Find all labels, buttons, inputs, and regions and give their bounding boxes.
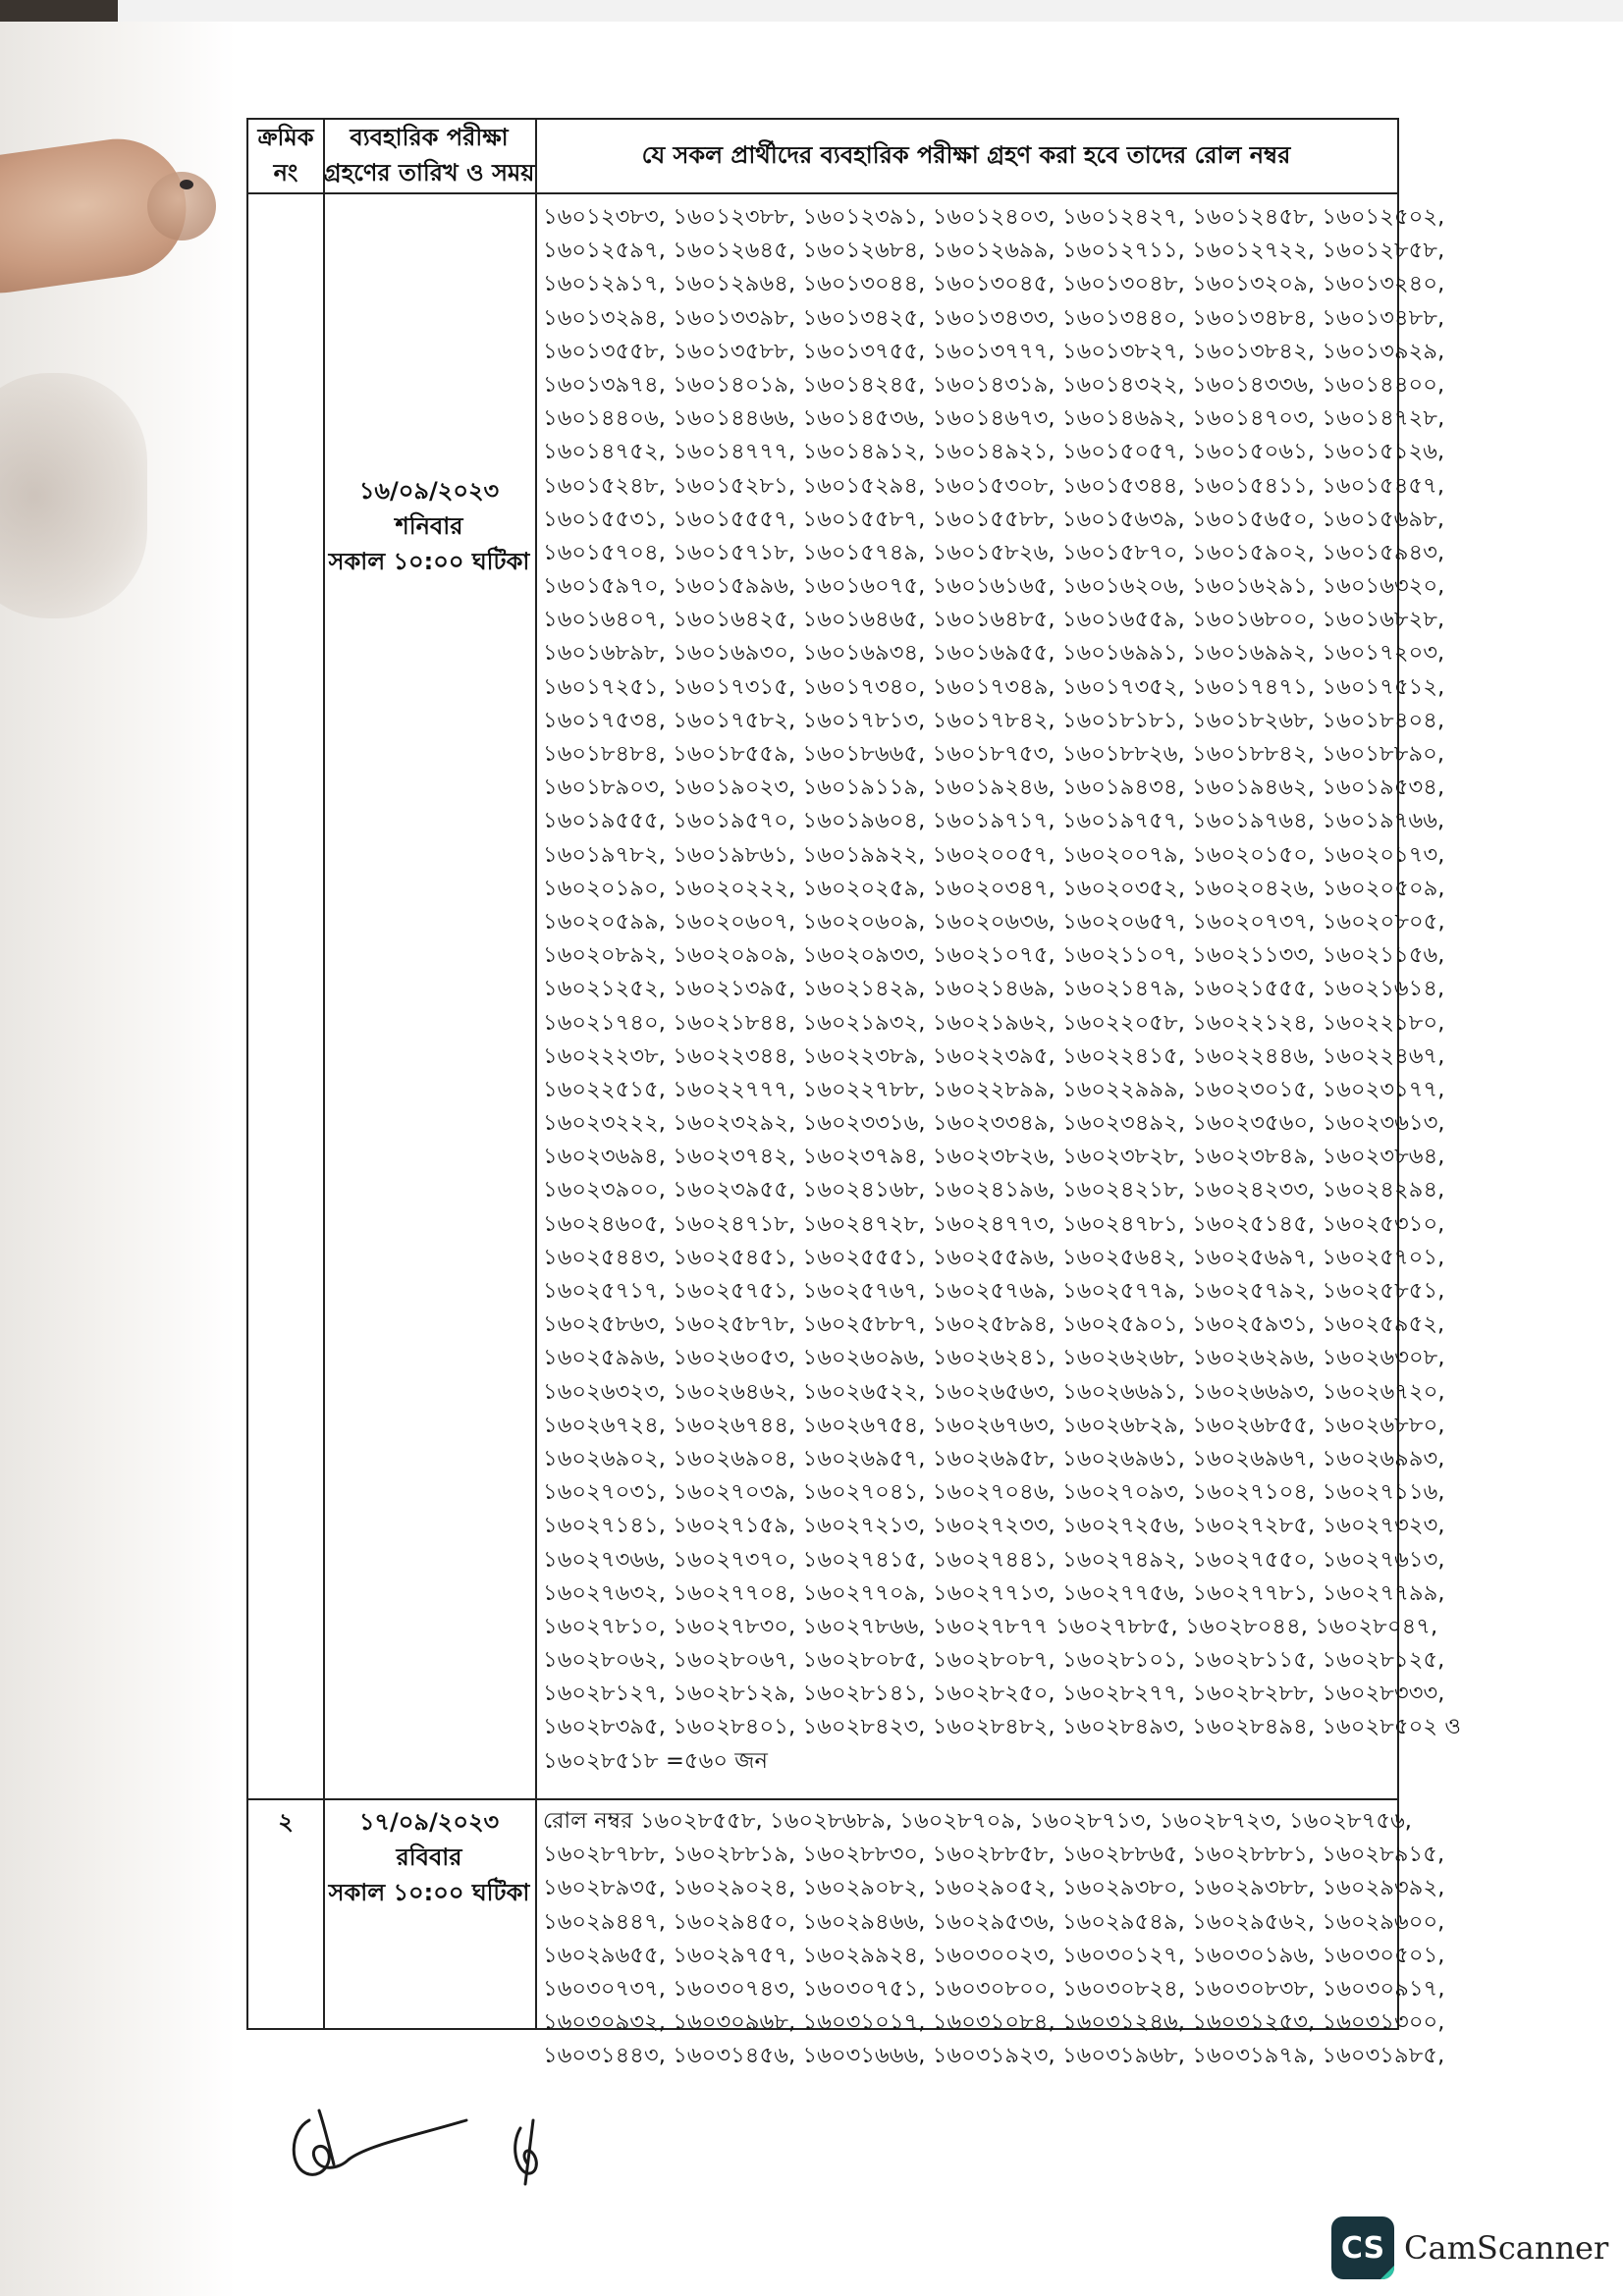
row2-roll-line: ১৬০২৯৪৪৭, ১৬০২৯৪৫০, ১৬০২৯৪৬৬, ১৬০২৯৫৩৬, ১৬০২৯৫৪৯, ১৬০২৯৫৬২, ১৬০২৯৬০০, [543, 1908, 1445, 1935]
camscanner-brand-name: CamScanner [1404, 2229, 1609, 2267]
row1-roll-line: ১৬০১৬৪০৭, ১৬০১৬৪২৫, ১৬০১৬৪৬৫, ১৬০১৬৪৮৫, ১৬০১৬৫৫৯, ১৬০১৬৮০০, ১৬০১৬৮২৮, [543, 607, 1445, 633]
row1-roll-line: ১৬০২৩৯০০, ১৬০২৩৯৫৫, ১৬০২৪১৬৮, ১৬০২৪১৯৬, ১৬০২৪২১৮, ১৬০২৪২৩৩, ১৬০২৪২৯৪, [543, 1177, 1445, 1203]
row1-roll-line: ১৬০২৭০৩১, ১৬০২৭০৩৯, ১৬০২৭০৪১, ১৬০২৭০৪৬, ১৬০২৭০৯৩, ১৬০২৭১০৪, ১৬০২৭১১৬, [543, 1479, 1445, 1506]
header-date-time-line2: গ্রহণের তারিখ ও সময় [323, 159, 535, 187]
row1-roll-line: ১৬০২১৭৪০, ১৬০২১৮৪৪, ১৬০২১৯৩২, ১৬০২১৯৬২, ১৬০২২০৫৮, ১৬০২২১২৪, ১৬০২২১৮০, [543, 1009, 1445, 1036]
row1-roll-line: ১৬০২৩৬৯৪, ১৬০২৩৭৪২, ১৬০২৩৭৯৪, ১৬০২৩৮২৬, ১৬০২৩৮২৮, ১৬০২৩৮৪৯, ১৬০২৩৮৬৪, [543, 1144, 1445, 1170]
header-divider [248, 192, 1397, 194]
row1-roll-line: ১৬০২১২৫২, ১৬০২১৩৯৫, ১৬০২১৪২৯, ১৬০২১৪৬৯, ১৬০২১৪৭৯, ১৬০২১৫৫৫, ১৬০২১৬১৪, [543, 976, 1445, 1002]
row1-roll-line: ১৬০২৫৮৬৩, ১৬০২৫৮৭৮, ১৬০২৫৮৮৭, ১৬০২৫৮৯৪, ১৬০২৫৯০১, ১৬০২৫৯৩১, ১৬০২৫৯৫২, [543, 1311, 1445, 1338]
column-divider-date [535, 120, 537, 2028]
row1-roll-line: ১৬০২৬৭২৪, ১৬০২৬৭৪৪, ১৬০২৬৭৫৪, ১৬০২৬৭৬৩, ১৬০২৬৮২৯, ১৬০২৬৮৫৫, ১৬০২৬৮৮০, [543, 1412, 1445, 1438]
row1-roll-line: ১৬০২৮০৬২, ১৬০২৮০৬৭, ১৬০২৮০৮৫, ১৬০২৮০৮৭, ১৬০২৮১০১, ১৬০২৮১১৫, ১৬০২৮১২৫, [543, 1647, 1445, 1674]
header-serial-line1: ক্রমিক [257, 124, 314, 151]
row1-time: সকাল ১০:০০ ঘটিকা [328, 548, 530, 575]
row1-day: শনিবার [395, 512, 463, 540]
row1-roll-line: ১৬০১৫৭০৪, ১৬০১৫৭১৮, ১৬০১৫৭৪৯, ১৬০১৫৮২৬, ১৬০১৫৮৭০, ১৬০১৫৯০২, ১৬০১৫৯৪৩, [543, 539, 1445, 565]
row1-roll-line: ১৬০১৭২৫১, ১৬০১৭৩১৫, ১৬০১৭৩৪০, ১৬০১৭৩৪৯, ১৬০১৭৩৫২, ১৬০১৭৪৭১, ১৬০১৭৫১২, [543, 673, 1445, 700]
row2-roll-line: ১৬০৩০৯৩২, ১৬০৩০৯৬৮, ১৬০৩১০১৭, ১৬০৩১০৮৪, ১৬০৩১২৪৬, ১৬০৩১২৫৩, ১৬০৩১৩০০, [543, 2009, 1445, 2036]
row1-roll-line: ১৬০২২২৩৮, ১৬০২২৩৪৪, ১৬০২২৩৮৯, ১৬০২২৩৯৫, ১৬০২২৪১৫, ১৬০২২৪৪৬, ১৬০২২৪৬৭, [543, 1042, 1445, 1069]
row2-roll-line: ১৬০২৮৭৮৮, ১৬০২৮৮১৯, ১৬০২৮৮৩০, ১৬০২৮৮৫৮, ১৬০২৮৮৬৫, ১৬০২৮৮৮১, ১৬০২৮৯১৫, [543, 1842, 1445, 1868]
row2-date: ১৭/০৯/২০২৩ [358, 1808, 500, 1836]
header-date-time-line1: ব্যবহারিক পরীক্ষা [350, 124, 509, 151]
header-serial [248, 120, 323, 190]
row1-roll-line: ১৬০২৬৩২৩, ১৬০২৬৪৬২, ১৬০২৬৫২২, ১৬০২৬৫৬৩, ১৬০২৬৬৯১, ১৬০২৬৬৯৩, ১৬০২৬৭২০, [543, 1378, 1445, 1405]
row1-roll-line: ১৬০২০১৯০, ১৬০২০২২২, ১৬০২০২৫৯, ১৬০২০৩৪৭, ১৬০২০৩৫২, ১৬০২০৪২৬, ১৬০২০৫০৯, [543, 875, 1445, 901]
row1-roll-line: ১৬০১২৩৮৩, ১৬০১২৩৮৮, ১৬০১২৩৯১, ১৬০১২৪০৩, ১৬০১২৪২৭, ১৬০১২৪৫৮, ১৬০১২৫০২, [543, 204, 1445, 230]
row1-roll-line: ১৬০২৭৬৩২, ১৬০২৭৭০৪, ১৬০২৭৭০৯, ১৬০২৭৭১৩, ১৬০২৭৭৫৬, ১৬০২৭৭৮১, ১৬০২৭৭৯৯, [543, 1579, 1445, 1606]
row1-roll-line: ১৬০১৫২৪৮, ১৬০১৫২৮১, ১৬০১৫২৯৪, ১৬০১৫৩০৮, ১৬০১৫৩৪৪, ১৬০১৫৪১১, ১৬০১৫৪৫৭, [543, 472, 1445, 499]
row2-roll-line: রোল নম্বর ১৬০২৮৫৫৮, ১৬০২৮৬৮৯, ১৬০২৮৭০৯, ১৬০২৮৭১৩, ১৬০২৮৭২৩, ১৬০২৮৭৫৬, [543, 1808, 1413, 1834]
row1-roll-line: ১৬০২০৮৯২, ১৬০২০৯০৯, ১৬০২০৯৩৩, ১৬০২১০৭৫, ১৬০২১১০৭, ১৬০২১১৩৩, ১৬০২১১৫৬, [543, 942, 1445, 969]
row1-roll-line: ১৬০২৮৫১৮ =৫৬০ জন [543, 1747, 769, 1774]
row1-roll-line: ১৬০২৩২২২, ১৬০২৩২৯২, ১৬০২৩৩১৬, ১৬০২৩৩৪৯, ১৬০২৩৪৯২, ১৬০২৩৫৬০, ১৬০২৩৬১৩, [543, 1110, 1445, 1137]
thumb-shadow [0, 373, 147, 618]
row2-time: সকাল ১০:০০ ঘটিকা [328, 1879, 530, 1906]
page-corner-shadow [0, 0, 118, 22]
handwritten-signature [280, 2091, 574, 2199]
row1-date: ১৬/০৯/২০২৩ [358, 477, 500, 505]
camscanner-logo-text: CS [1340, 2230, 1385, 2266]
header-date-time [323, 120, 535, 190]
row2-serial: ২ [278, 1808, 294, 1836]
row1-roll-line: ১৬০১৮৪৮৪, ১৬০১৮৫৫৯, ১৬০১৮৬৬৫, ১৬০১৮৭৫৩, ১৬০১৮৮২৬, ১৬০১৮৮৪২, ১৬০১৮৮৯০, [543, 741, 1445, 767]
row1-roll-line: ১৬০১৮৯০৩, ১৬০১৯০২৩, ১৬০১৯১১৯, ১৬০১৯২৪৬, ১৬০১৯৪৩৪, ১৬০১৯৪৬২, ১৬০১৯৫৩৪, [543, 774, 1445, 801]
row-divider [248, 1798, 1397, 1800]
row1-roll-line: ১৬০১৪৪০৬, ১৬০১৪৪৬৬, ১৬০১৪৫৩৬, ১৬০১৪৬৭৩, ১৬০১৪৬৯২, ১৬০১৪৭০৩, ১৬০১৪৭২৮, [543, 405, 1445, 432]
row1-roll-line: ১৬০২৫৯৯৬, ১৬০২৬০৫৩, ১৬০২৬০৯৬, ১৬০২৬২৪১, ১৬০২৬২৬৮, ১৬০২৬২৯৬, ১৬০২৬৩০৮, [543, 1345, 1445, 1371]
row2-date-time-cell [323, 1804, 535, 1910]
row1-roll-line: ১৬০২৭১৪১, ১৬০২৭১৫৯, ১৬০২৭২১৩, ১৬০২৭২৩৩, ১৬০২৭২৫৬, ১৬০২৭২৮৫, ১৬০২৭৩২৩, [543, 1513, 1445, 1539]
row1-roll-line: ১৬০১৫৫৩১, ১৬০১৫৫৫৭, ১৬০১৫৫৮৭, ১৬০১৫৫৮৮, ১৬০১৫৬৩৯, ১৬০১৫৬৫০, ১৬০১৫৬৯৮, [543, 506, 1445, 532]
row2-roll-line: ১৬০৩১৪৪৩, ১৬০৩১৪৫৬, ১৬০৩১৬৬৬, ১৬০৩১৯২৩, ১৬০৩১৯৬৮, ১৬০৩১৯৭৯, ১৬০৩১৯৮৫, [543, 2043, 1445, 2069]
column-divider-serial [323, 120, 325, 2028]
row1-roll-line: ১৬০২৮৩৯৫, ১৬০২৮৪০১, ১৬০২৮৪২৩, ১৬০২৮৪৮২, ১৬০২৮৪৯৩, ১৬০২৮৪৯৪, ১৬০২৮৫০২ ও [543, 1714, 1461, 1740]
row1-roll-line: ১৬০২০৫৯৯, ১৬০২০৬০৭, ১৬০২০৬০৯, ১৬০২০৬৩৬, ১৬০২০৬৫৭, ১৬০২০৭৩৭, ১৬০২০৮০৫, [543, 908, 1445, 934]
row1-roll-line: ১৬০২৬৯০২, ১৬০২৬৯০৪, ১৬০২৬৯৫৭, ১৬০২৬৯৫৮, ১৬০২৬৯৬১, ১৬০২৬৯৬৭, ১৬০২৬৯৯৩, [543, 1445, 1445, 1471]
finger-mark [180, 180, 193, 189]
row1-roll-line: ১৬০২৮১২৭, ১৬০২৮১২৯, ১৬০২৮১৪১, ১৬০২৮২৫০, ১৬০২৮২৭৭, ১৬০২৮২৮৮, ১৬০২৮৩৩৩, [543, 1681, 1445, 1707]
row1-roll-line: ১৬০১৬৮৯৮, ১৬০১৬৯৩০, ১৬০১৬৯৩৪, ১৬০১৬৯৫৫, ১৬০১৬৯৯১, ১৬০১৬৯৯২, ১৬০১৭২০৩, [543, 640, 1445, 667]
row1-date-time-cell [323, 473, 535, 579]
row1-roll-line: ১৬০২৪৬০৫, ১৬০২৪৭১৮, ১৬০২৪৭২৮, ১৬০২৪৭৭৩, ১৬০২৪৭৮১, ১৬০২৫১৪৫, ১৬০২৫৩১০, [543, 1210, 1445, 1237]
exam-schedule-table [246, 118, 1461, 2069]
row1-roll-line: ১৬০১৩২৯৪, ১৬০১৩৩৯৮, ১৬০১৩৪২৫, ১৬০১৩৪৩৩, ১৬০১৩৪৪০, ১৬০১৩৪৮৪, ১৬০১৩৪৮৮, [543, 304, 1445, 331]
row1-roll-line: ১৬০২২৫১৫, ১৬০২২৭৭৭, ১৬০২২৭৮৮, ১৬০২২৮৯৯, ১৬০২২৯৯৯, ১৬০২৩০১৫, ১৬০২৩১৭৭, [543, 1076, 1445, 1102]
row2-roll-line: ১৬০২৯৬৫৫, ১৬০২৯৭৫৭, ১৬০২৯৯২৪, ১৬০৩০০২৩, ১৬০৩০১২৭, ১৬০৩০১৯৬, ১৬০৩০৫০১, [543, 1942, 1445, 1968]
row2-day: রবিবার [396, 1843, 462, 1871]
page-top-edge [0, 0, 1623, 22]
row2-roll-line: ১৬০২৮৯৩৫, ১৬০২৯০২৪, ১৬০২৯০৮২, ১৬০২৯০৫২, ১৬০২৯৩৮০, ১৬০২৯৩৮৮, ১৬০২৯৩৯২, [543, 1875, 1445, 1901]
camscanner-logo-icon [1331, 2216, 1394, 2279]
header-roll-numbers: যে সকল প্রার্থীদের ব্যবহারিক পরীক্ষা গ্রহণ করা হবে তাদের রোল নম্বর [641, 141, 1291, 169]
row1-roll-line: ১৬০১২৫৯৭, ১৬০১২৬৪৫, ১৬০১২৬৮৪, ১৬০১২৬৯৯, ১৬০১২৭১১, ১৬০১২৭২২, ১৬০১২৮৫৮, [543, 238, 1445, 264]
row2-roll-line: ১৬০৩০৭৩৭, ১৬০৩০৭৪৩, ১৬০৩০৭৫১, ১৬০৩০৮০০, ১৬০৩০৮২৪, ১৬০৩০৮৩৮, ১৬০৩০৯১৭, [543, 1975, 1445, 2002]
camscanner-watermark [1331, 2216, 1608, 2279]
row1-roll-numbers [543, 200, 1461, 1778]
header-serial-line2: নং [273, 159, 298, 187]
row1-roll-line: ১৬০২৭৮১০, ১৬০২৭৮৩০, ১৬০২৭৮৬৬, ১৬০২৭৮৭৭ ১৬০২৭৮৮৫, ১৬০২৮০৪৪, ১৬০২৮০৪৭, [543, 1613, 1438, 1639]
row2-roll-numbers [543, 1804, 1445, 2073]
row1-roll-line: ১৬০১৩৫৫৮, ১৬০১৩৫৮৮, ১৬০১৩৭৫৫, ১৬০১৩৭৭৭, ১৬০১৩৮২৭, ১৬০১৩৮৪২, ১৬০১৩৯২৯, [543, 338, 1445, 364]
row1-roll-line: ১৬০১৫৯৭০, ১৬০১৫৯৯৬, ১৬০১৬০৭৫, ১৬০১৬১৬৫, ১৬০১৬২০৬, ১৬০১৬২৯১, ১৬০১৬৩২০, [543, 573, 1445, 600]
row1-roll-line: ১৬০১২৯১৭, ১৬০১২৯৬৪, ১৬০১৩০৪৪, ১৬০১৩০৪৫, ১৬০১৩০৪৮, ১৬০১৩২০৯, ১৬০১৩২৪০, [543, 271, 1445, 297]
row1-roll-line: ১৬০১৭৫৩৪, ১৬০১৭৫৮২, ১৬০১৭৮১৩, ১৬০১৭৮৪২, ১৬০১৮১৮১, ১৬০১৮২৬৮, ১৬০১৮৪০৪, [543, 707, 1445, 733]
row1-roll-line: ১৬০২৭৩৬৬, ১৬০২৭৩৭০, ১৬০২৭৪১৫, ১৬০২৭৪৪১, ১৬০২৭৪৯২, ১৬০২৭৫৫০, ১৬০২৭৬১৩, [543, 1546, 1445, 1573]
row1-roll-line: ১৬০১৯৫৫৫, ১৬০১৯৫৭০, ১৬০১৯৬০৪, ১৬০১৯৭১৭, ১৬০১৯৭৫৭, ১৬০১৯৭৬৪, ১৬০১৯৭৬৬, [543, 808, 1445, 834]
row1-roll-line: ১৬০১৪৭৫২, ১৬০১৪৭৭৭, ১৬০১৪৯১২, ১৬০১৪৯২১, ১৬০১৫০৫৭, ১৬০১৫০৬১, ১৬০১৫১২৬, [543, 439, 1445, 465]
row1-roll-line: ১৬০২৫৭১৭, ১৬০২৫৭৫১, ১৬০২৫৭৬৭, ১৬০২৫৭৬৯, ১৬০২৫৭৭৯, ১৬০২৫৭৯২, ১৬০২৫৮৫১, [543, 1278, 1445, 1304]
row1-roll-line: ১৬০১৯৭৮২, ১৬০১৯৮৬১, ১৬০১৯৯২২, ১৬০২০০৫৭, ১৬০২০০৭৯, ১৬০২০১৫০, ১৬০২০১৭৩, [543, 841, 1445, 868]
row1-roll-line: ১৬০১৩৯৭৪, ১৬০১৪০১৯, ১৬০১৪২৪৫, ১৬০১৪৩১৯, ১৬০১৪৩২২, ১৬০১৪৩৩৬, ১৬০১৪৪০০, [543, 371, 1445, 398]
row1-roll-line: ১৬০২৫৪৪৩, ১৬০২৫৪৫১, ১৬০২৫৫৫১, ১৬০২৫৫৯৬, ১৬০২৫৬৪২, ১৬০২৫৬৯৭, ১৬০২৫৭০১, [543, 1244, 1445, 1270]
